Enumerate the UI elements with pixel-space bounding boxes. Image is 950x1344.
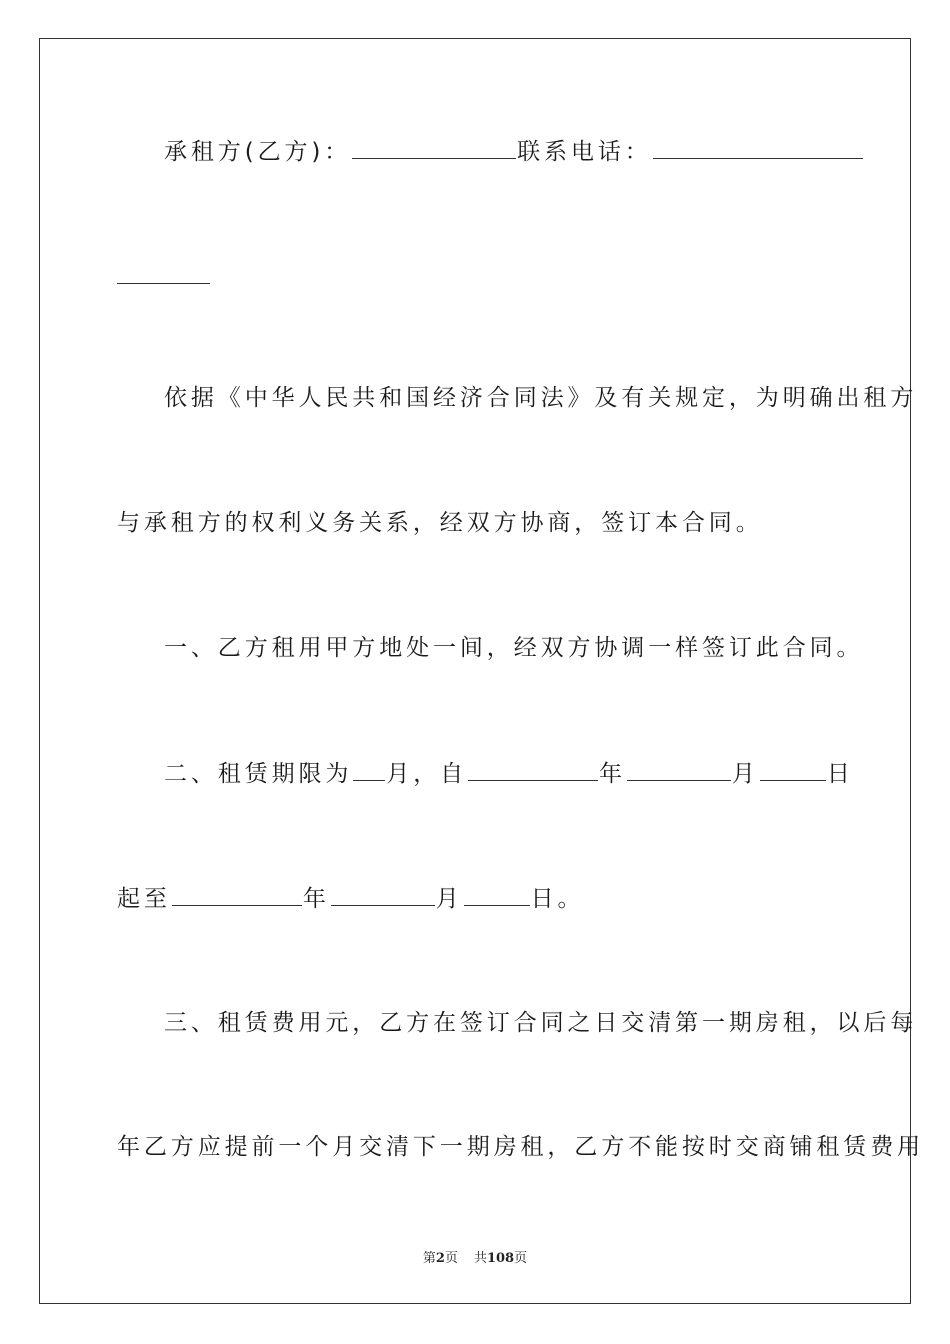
clause-text: 年乙方应提前一个月交清下一期房租，乙方不能按时交商铺租赁费用: [117, 1134, 924, 1160]
day-unit: 日。: [530, 886, 585, 912]
year-unit: 年: [302, 886, 330, 912]
clause-3-line: [164, 1008, 917, 1038]
phone-label: 联系电话：: [517, 139, 652, 165]
clause-text: 月，自: [386, 761, 468, 787]
months-blank: [353, 758, 385, 781]
clause-1-line: [164, 633, 863, 663]
paragraph-text: 一、乙方租用甲方地处一间，经双方协调一样签订此合同。: [164, 635, 864, 661]
end-month-blank: [331, 883, 435, 906]
clause-2-line: [164, 758, 854, 789]
clause-2-continued-line: [117, 883, 584, 914]
paragraph-line: [164, 383, 917, 413]
paragraph-text: 依据《中华人民共和国经济合同法》及有关规定，为明确出租方: [164, 385, 918, 411]
paragraph-line: [117, 508, 763, 538]
year-unit: 年: [599, 761, 626, 787]
clause-3-continued-line: [117, 1132, 924, 1162]
start-year-blank: [468, 758, 598, 781]
start-day-blank: [760, 758, 826, 781]
month-unit: 月: [435, 886, 463, 912]
start-month-blank: [627, 758, 731, 781]
page-number: 2: [435, 1251, 445, 1266]
end-year-blank: [172, 883, 302, 906]
page-suffix: 页: [444, 1251, 458, 1266]
page-prefix: 第: [422, 1251, 436, 1266]
day-unit: 日: [826, 761, 854, 787]
total-pages: 108: [486, 1251, 515, 1266]
clause-text: 起至: [117, 886, 171, 912]
tenant-label: 承租方(乙方)：: [164, 139, 352, 165]
clause-text: 二、租赁期限为: [164, 761, 353, 787]
total-prefix: 共: [473, 1251, 487, 1266]
paragraph-text: 与承租方的权利义务关系，经双方协商，签订本合同。: [117, 510, 763, 536]
clause-text: 三、租赁费用元，乙方在签订合同之日交清第一期房租，以后每: [164, 1010, 918, 1036]
page-border: [39, 38, 911, 1304]
month-unit: 月: [731, 761, 759, 787]
tenant-line: [164, 136, 864, 167]
page-footer: [0, 1247, 950, 1266]
tenant-name-blank: [352, 136, 516, 159]
phone-blank-continued: [117, 283, 210, 284]
phone-blank: [653, 136, 863, 159]
total-suffix: 页: [514, 1251, 528, 1266]
end-day-blank: [464, 883, 530, 906]
